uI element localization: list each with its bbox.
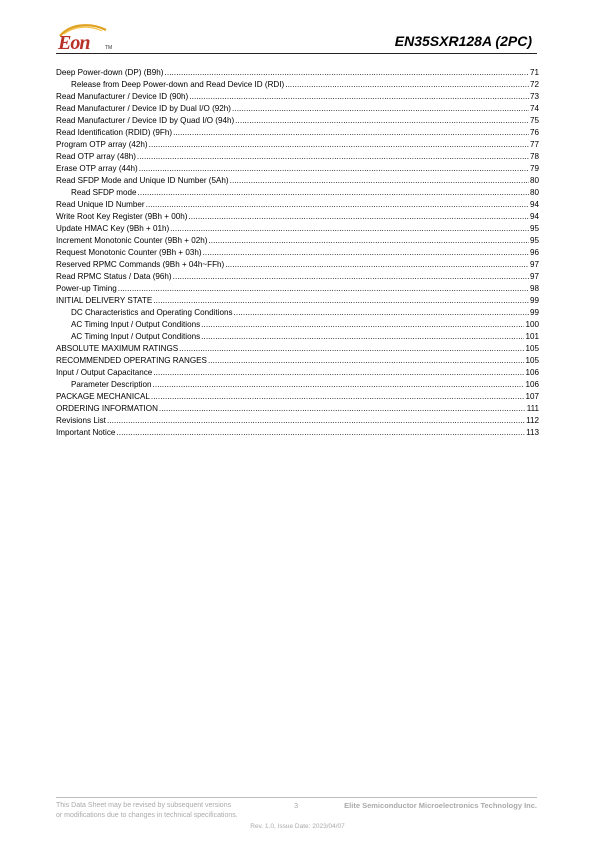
toc-entry-title[interactable]: Erase OTP array (44h) [56,164,138,173]
toc-entry[interactable] [56,367,539,379]
toc-entry-title[interactable]: Program OTP array (42h) [56,140,148,149]
toc-entry[interactable] [56,79,539,91]
toc-dot-leader [107,415,525,427]
toc-entry[interactable] [56,259,539,271]
toc-entry-page[interactable]: 94 [529,200,539,209]
toc-entry-title[interactable]: AC Timing Input / Output Conditions [71,332,201,341]
toc-entry-page[interactable]: 74 [529,104,539,113]
revision-info: Rev. 1.0, Issue Date: 2023/04/07 [250,823,345,830]
toc-entry[interactable] [56,247,539,259]
toc-entry-page[interactable]: 78 [529,152,539,161]
toc-entry-page[interactable]: 100 [525,320,539,329]
page-number: 3 [294,801,299,810]
table-of-contents [56,67,539,439]
toc-entry-page[interactable]: 106 [525,380,539,389]
toc-entry[interactable] [56,163,539,175]
toc-dot-leader [232,103,529,115]
toc-entry-page[interactable]: 76 [529,128,539,137]
toc-entry-title[interactable]: DC Characteristics and Operating Conditions [71,308,233,317]
toc-entry[interactable] [56,91,539,103]
toc-entry-title[interactable]: INITIAL DELIVERY STATE [56,296,153,305]
toc-entry-title[interactable]: Power-up Timing [56,284,117,293]
toc-dot-leader [188,211,529,223]
footer-divider [56,797,537,798]
toc-entry-title[interactable]: RECOMMENDED OPERATING RANGES [56,356,207,365]
toc-entry-page[interactable]: 95 [529,236,539,245]
toc-entry-page[interactable]: 96 [529,248,539,257]
toc-entry-page[interactable]: 99 [529,308,539,317]
toc-entry-page[interactable]: 80 [529,176,539,185]
toc-entry-page[interactable]: 71 [529,68,539,77]
toc-entry[interactable] [56,67,539,79]
toc-entry[interactable] [56,235,539,247]
toc-entry-title[interactable]: AC Timing Input / Output Conditions [71,320,201,329]
toc-dot-leader [173,127,529,139]
toc-dot-leader [225,259,529,271]
toc-entry[interactable] [56,187,539,199]
toc-dot-leader [146,199,529,211]
toc-entry[interactable] [56,211,539,223]
toc-entry-title[interactable]: Read Unique ID Number [56,200,145,209]
toc-entry-page[interactable]: 75 [529,116,539,125]
toc-dot-leader [170,223,529,235]
toc-entry-page[interactable]: 98 [529,284,539,293]
toc-entry[interactable] [56,355,539,367]
toc-entry[interactable] [56,127,539,139]
toc-entry-page[interactable]: 77 [529,140,539,149]
toc-entry-page[interactable]: 97 [529,272,539,281]
toc-entry-title[interactable]: PACKAGE MECHANICAL [56,392,150,401]
toc-dot-leader [118,283,529,295]
toc-dot-leader [159,403,526,415]
toc-entry-title[interactable]: Read Manufacturer / Device ID by Quad I/O (94h) [56,116,235,125]
toc-dot-leader [116,427,525,439]
toc-entry-title[interactable]: Reserved RPMC Commands (9Bh + 04h~FFh) [56,260,225,269]
toc-entry[interactable] [56,283,539,295]
toc-entry-page[interactable]: 72 [529,80,539,89]
toc-entry[interactable] [56,331,539,343]
toc-dot-leader [138,187,529,199]
toc-entry-title[interactable]: Read Identification (RDID) (9Fh) [56,128,173,137]
toc-dot-leader [235,115,529,127]
toc-entry[interactable] [56,427,539,439]
toc-entry[interactable] [56,175,539,187]
footer-disclaimer-line: or modifications due to changes in technical specifications. [56,812,238,819]
logo-wordmark: Eon [58,32,90,54]
toc-dot-leader [285,79,529,91]
toc-entry-title[interactable]: Read Manufacturer / Device ID (90h) [56,92,189,101]
toc-entry-title[interactable]: Read Manufacturer / Device ID by Dual I/O (92h) [56,104,231,113]
toc-dot-leader [153,379,525,391]
toc-entry[interactable] [56,403,539,415]
toc-dot-leader [189,91,529,103]
toc-entry-title[interactable]: Important Notice [56,428,116,437]
toc-entry[interactable] [56,391,539,403]
toc-entry-page[interactable]: 105 [525,344,539,353]
toc-dot-leader [149,139,529,151]
toc-entry-page[interactable]: 95 [529,224,539,233]
toc-dot-leader [173,271,529,283]
toc-entry-page[interactable]: 107 [525,392,539,401]
toc-entry-title[interactable]: Update HMAC Key (9Bh + 01h) [56,224,170,233]
footer-disclaimer-line: This Data Sheet may be revised by subsequent versions [56,802,232,809]
toc-entry[interactable] [56,139,539,151]
logo-trademark: TM [105,45,113,51]
toc-entry-page[interactable]: 112 [526,416,539,425]
toc-dot-leader [201,319,524,331]
toc-entry[interactable] [56,103,539,115]
toc-dot-leader [234,307,529,319]
toc-entry-title[interactable]: Read OTP array (48h) [56,152,136,161]
toc-entry-page[interactable]: 111 [526,404,539,413]
footer-disclaimer [56,801,238,821]
toc-dot-leader [153,367,524,379]
toc-entry-title[interactable]: Parameter Description [71,380,152,389]
header-divider [56,53,537,54]
toc-entry[interactable] [56,319,539,331]
company-name: Elite Semiconductor Microelectronics Technology Inc. [344,801,537,810]
toc-entry[interactable] [56,151,539,163]
toc-entry-title[interactable]: Increment Monotonic Counter (9Bh + 02h) [56,236,208,245]
toc-dot-leader [137,151,529,163]
toc-dot-leader [203,247,529,259]
toc-entry-title[interactable]: ABSOLUTE MAXIMUM RATINGS [56,344,179,353]
toc-entry-title[interactable]: Release from Deep Power-down and Read Device ID (RDI) [71,80,285,89]
toc-entry-title[interactable]: Read SFDP Mode and Unique ID Number (5Ah) [56,176,229,185]
toc-dot-leader [201,331,524,343]
toc-entry[interactable] [56,115,539,127]
toc-dot-leader [153,295,529,307]
toc-entry-title[interactable]: Read SFDP mode [71,188,137,197]
toc-entry-title[interactable]: Input / Output Capacitance [56,368,153,377]
eon-logo [56,22,126,56]
toc-entry-title[interactable]: Request Monotonic Counter (9Bh + 03h) [56,248,202,257]
toc-entry[interactable] [56,415,539,427]
toc-entry-page[interactable]: 105 [525,356,539,365]
toc-entry-title[interactable]: Revisions List [56,416,106,425]
toc-dot-leader [151,391,525,403]
toc-entry-page[interactable]: 101 [525,332,539,341]
toc-entry-title[interactable]: Deep Power-down (DP) (B9h) [56,68,164,77]
toc-entry[interactable] [56,307,539,319]
toc-entry-page[interactable]: 94 [529,212,539,221]
toc-entry-page[interactable]: 73 [529,92,539,101]
toc-entry[interactable] [56,223,539,235]
toc-dot-leader [230,175,529,187]
toc-entry-page[interactable]: 99 [529,296,539,305]
document-title: EN35SXR128A (2PC) [394,33,532,49]
toc-entry-page[interactable]: 79 [529,164,539,173]
toc-entry-page[interactable]: 97 [529,260,539,269]
toc-dot-leader [208,355,525,367]
toc-entry[interactable] [56,295,539,307]
toc-dot-leader [165,67,529,79]
toc-entry[interactable] [56,379,539,391]
toc-entry-page[interactable]: 113 [526,428,539,437]
toc-entry-title[interactable]: ORDERING INFORMATION [56,404,158,413]
toc-entry-page[interactable]: 106 [525,368,539,377]
toc-entry[interactable] [56,199,539,211]
toc-entry[interactable] [56,343,539,355]
toc-dot-leader [139,163,529,175]
toc-dot-leader [179,343,524,355]
toc-entry[interactable] [56,271,539,283]
toc-entry-title[interactable]: Write Root Key Register (9Bh + 00h) [56,212,188,221]
toc-dot-leader [208,235,529,247]
toc-entry-page[interactable]: 80 [529,188,539,197]
toc-entry-title[interactable]: Read RPMC Status / Data (96h) [56,272,172,281]
